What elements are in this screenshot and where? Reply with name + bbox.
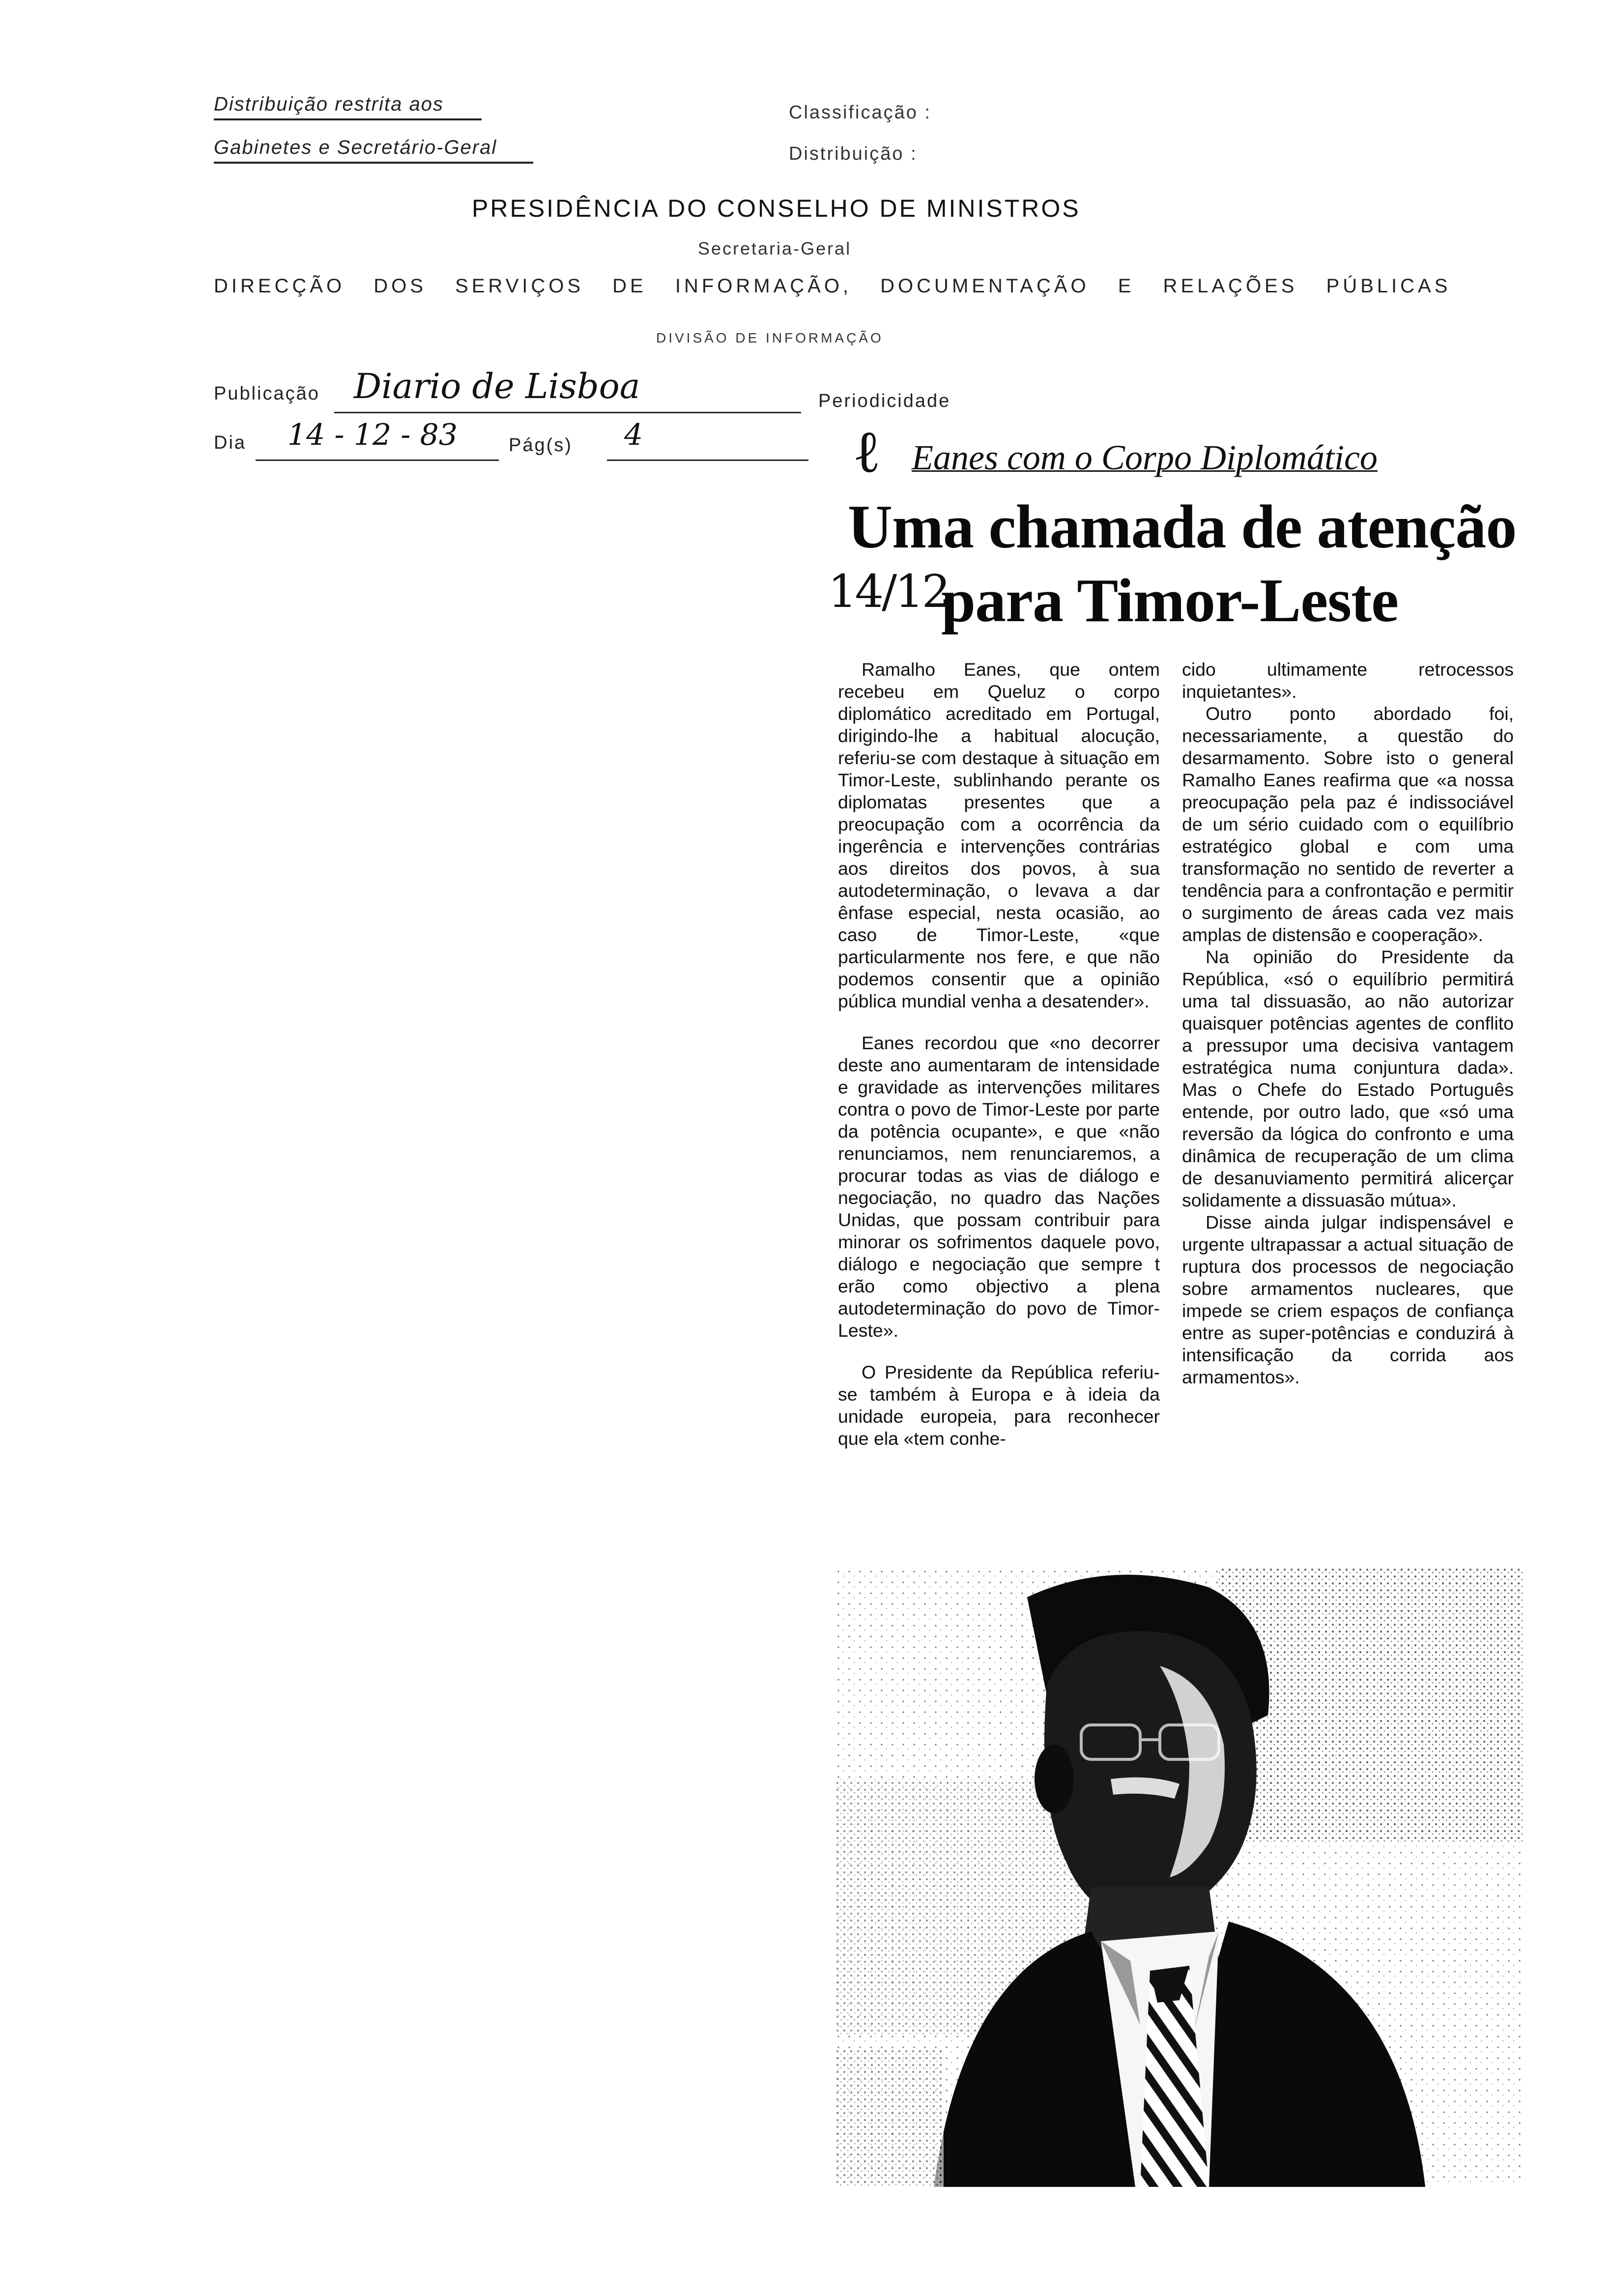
article-headline-line1: Uma chamada de atenção bbox=[848, 493, 1517, 561]
publication-value: Diario de Lisboa bbox=[354, 366, 640, 406]
article-column-2 bbox=[1182, 659, 1514, 1388]
department-name: DIRECÇÃO DOS SERVIÇOS DE INFORMAÇÃO, DOCUMENTAÇÃO E RELAÇÕES PÚBLICAS bbox=[214, 275, 1451, 297]
pages-label: Pág(s) bbox=[509, 435, 573, 456]
pages-value: 4 bbox=[624, 418, 643, 452]
article-photo bbox=[835, 1568, 1524, 2187]
distribution-label: Distribuição : bbox=[789, 144, 918, 164]
article-column-1 bbox=[838, 659, 1160, 1450]
paragraph: cido ultimamente retrocessos inquietantes». bbox=[1182, 659, 1514, 702]
day-line bbox=[256, 459, 499, 461]
publication-label: Publicação bbox=[214, 383, 320, 404]
portrait-image bbox=[835, 1568, 1524, 2187]
page-subtitle: Secretaria-Geral bbox=[698, 238, 852, 258]
margin-annotation-icon: ℓ bbox=[853, 418, 881, 486]
article-kicker: Eanes com o Corpo Diplomático bbox=[912, 438, 1378, 477]
paragraph: Eanes recordou que «no decorrer deste ano aumentaram de intensidade e gravidade as intervenções militares contra o povo de Timor-Leste por parte da potência ocupante», e que «não renunciamos, nem renunciaremos, a procurar todas as vias de diálogo e negociação, no quadro das Nações Unidas, que possam contribuir para minorar os sofrimentos daquele povo, diálogo e negociação que sempre t erão como objectivo a plena autodeterminação do povo de Timor-Leste». bbox=[838, 1033, 1160, 1341]
division-name: DIVISÃO DE INFORMAÇÃO bbox=[656, 330, 884, 345]
paragraph: Outro ponto abordado foi, necessariamente, a questão do desarmamento. Sobre isto o general Ramalho Eanes reafirma que «a nossa preocupação pela paz é indissociável de um sério cuidado com o equilíbrio estratégico global e com uma transformação no sentido de reverter a tendência para a confrontação e permitir o surgimento de áreas cada vez mais amplas de distensão e cooperação». bbox=[1182, 703, 1514, 945]
classification-label: Classificação : bbox=[789, 102, 931, 123]
paragraph: Ramalho Eanes, que ontem recebeu em Queluz o corpo diplomático acreditado em Portugal, dirigindo-lhe a habitual alocução, referiu-se com destaque à situação em Timor-Leste, sublinhando perante os diplomatas presentes que a preocupação com a ocorrência da ingerência e intervenções contrárias aos direitos dos povos, à sua autodeterminação, o levava a dar ênfase especial, nesta ocasião, ao caso de Timor-Leste, «que particularmente nos fere, e que não podemos consentir que a opinião pública mundial venha a desatender». bbox=[838, 659, 1160, 1011]
paragraph: Na opinião do Presidente da República, «só o equilíbrio permitirá uma tal dissuasão, ao não autorizar quaisquer potências agentes de conflito a pressupor uma decisiva vantagem estratégica numa conjuntura dada». Mas o Chefe do Estado Português entende, por outro lado, que «só uma reversão da lógica do confronto e uma dinâmica de recuperação de um clima de desanuviamento permitirá alicerçar solidamente a dissuasão mútua». bbox=[1182, 947, 1514, 1210]
distribution-line-2: Gabinetes e Secretário-Geral bbox=[214, 137, 533, 164]
article-headline-line2: para Timor-Leste bbox=[941, 567, 1399, 635]
day-label: Dia bbox=[214, 432, 247, 453]
handwritten-date: 14/12 bbox=[828, 565, 949, 618]
page-title: PRESIDÊNCIA DO CONSELHO DE MINISTROS bbox=[472, 195, 1081, 222]
paragraph: Disse ainda julgar indispensável e urgente ultrapassar a actual situação de ruptura dos processos de negociação sobre armamentos nucleares, que impede se criem espaços de confiança entre as super-potências e conduzirá à intensificação da corrida aos armamentos». bbox=[1182, 1212, 1514, 1387]
paragraph: O Presidente da República referiu-se também à Europa e à ideia da unidade europeia, para reconhecer que ela «tem conhe- bbox=[838, 1362, 1160, 1449]
pages-line bbox=[607, 459, 808, 461]
publication-line bbox=[334, 412, 801, 413]
periodicity-label: Periodicidade bbox=[818, 391, 951, 407]
distribution-line-1: Distribuição restrita aos bbox=[214, 93, 482, 120]
day-value: 14 - 12 - 83 bbox=[288, 418, 458, 452]
